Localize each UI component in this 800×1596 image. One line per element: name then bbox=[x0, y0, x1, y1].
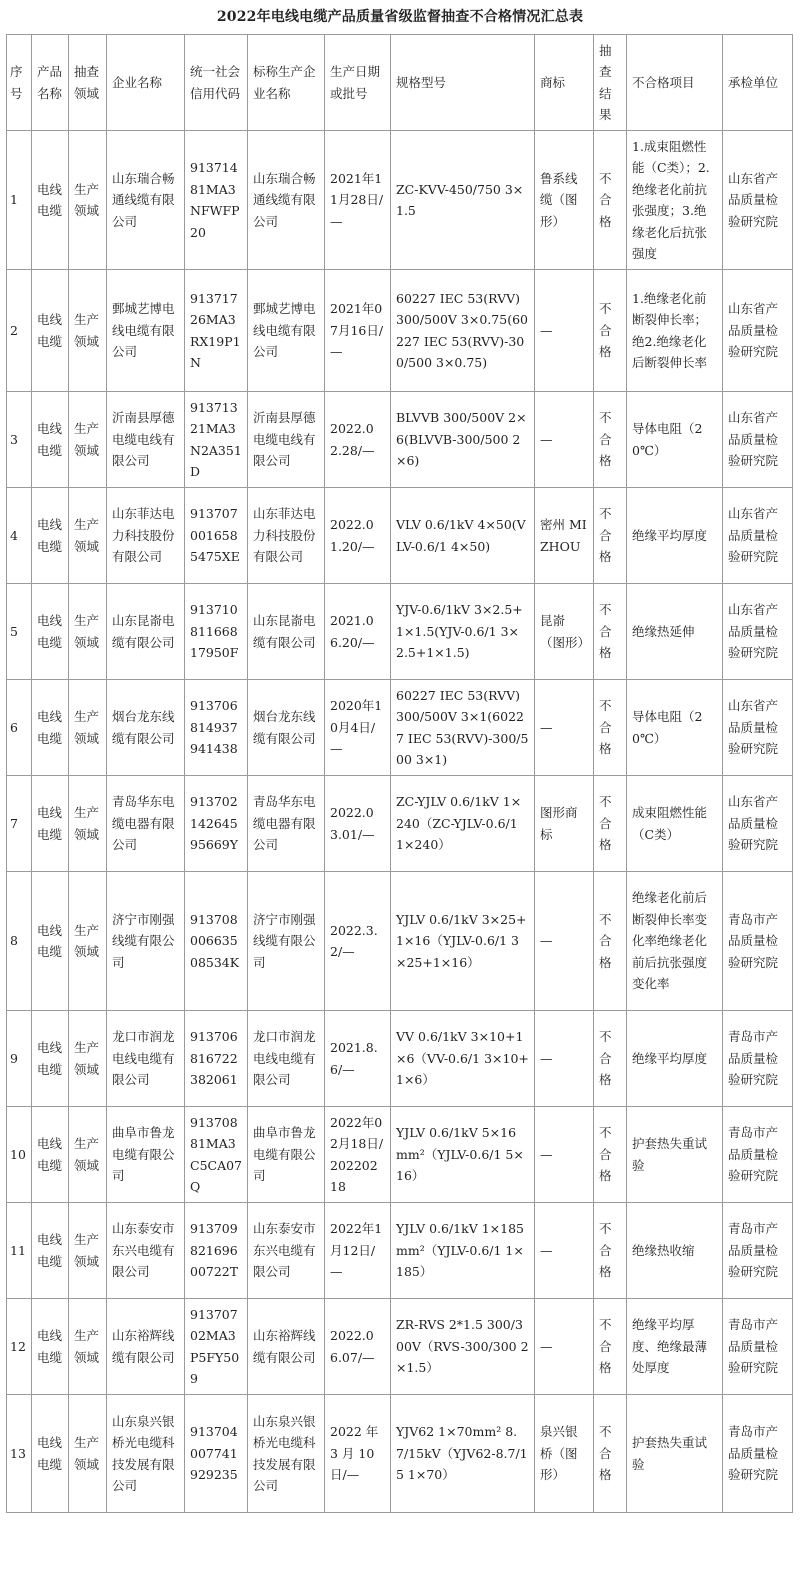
cell-items: 导体电阻（20℃） bbox=[627, 392, 723, 488]
cell-no: 9 bbox=[7, 1011, 32, 1107]
cell-company: 山东泉兴银桥光电缆科技发展有限公司 bbox=[107, 1395, 185, 1513]
cell-company: 山东菲达电力科技股份有限公司 bbox=[107, 488, 185, 584]
cell-brand: 鲁系线缆（图形） bbox=[535, 131, 594, 270]
cell-brand: 图形商标 bbox=[535, 776, 594, 872]
cell-brand: — bbox=[535, 270, 594, 392]
header-product: 产品名称 bbox=[32, 35, 69, 131]
cell-items: 绝缘平均厚度 bbox=[627, 1011, 723, 1107]
nonconformance-table bbox=[6, 34, 793, 1513]
cell-brand: — bbox=[535, 1299, 594, 1395]
cell-no: 13 bbox=[7, 1395, 32, 1513]
cell-no: 5 bbox=[7, 584, 32, 680]
header-items: 不合格项目 bbox=[627, 35, 723, 131]
cell-maker: 鄄城艺博电线电缆有限公司 bbox=[248, 270, 325, 392]
cell-items: 绝缘老化前后断裂伸长率变化率绝缘老化前后抗张强度变化率 bbox=[627, 872, 723, 1011]
cell-field: 生产领域 bbox=[69, 131, 107, 270]
cell-company: 山东泰安市东兴电缆有限公司 bbox=[107, 1203, 185, 1299]
cell-field: 生产领域 bbox=[69, 1107, 107, 1203]
cell-result: 不合格 bbox=[594, 488, 627, 584]
cell-no: 3 bbox=[7, 392, 32, 488]
cell-no: 7 bbox=[7, 776, 32, 872]
cell-brand: 泉兴银桥（图形） bbox=[535, 1395, 594, 1513]
cell-credit: 9137070016585475XE bbox=[185, 488, 248, 584]
cell-brand: — bbox=[535, 392, 594, 488]
cell-brand: — bbox=[535, 680, 594, 776]
cell-spec: ZC-KVV-450/750 3×1.5 bbox=[391, 131, 535, 270]
cell-result: 不合格 bbox=[594, 1395, 627, 1513]
cell-field: 生产领域 bbox=[69, 1011, 107, 1107]
cell-items: 1.绝缘老化前断裂伸长率；绝2.绝缘老化后断裂伸长率 bbox=[627, 270, 723, 392]
cell-product: 电线电缆 bbox=[32, 1395, 69, 1513]
cell-items: 绝缘平均厚度 bbox=[627, 488, 723, 584]
cell-spec: 60227 IEC 53(RVV) 300/500V 3×0.75(60227 IEC 53(RVV)-300/500 3×0.75) bbox=[391, 270, 535, 392]
cell-date: 2022.02.28/— bbox=[325, 392, 391, 488]
table-row bbox=[7, 270, 793, 392]
cell-field: 生产领域 bbox=[69, 872, 107, 1011]
cell-no: 12 bbox=[7, 1299, 32, 1395]
table-row bbox=[7, 131, 793, 270]
cell-no: 8 bbox=[7, 872, 32, 1011]
cell-credit: 91371481MA3NFWFP20 bbox=[185, 131, 248, 270]
cell-maker: 山东泉兴银桥光电缆科技发展有限公司 bbox=[248, 1395, 325, 1513]
cell-product: 电线电缆 bbox=[32, 776, 69, 872]
cell-credit: 91371081166817950F bbox=[185, 584, 248, 680]
table-row bbox=[7, 1107, 793, 1203]
cell-result: 不合格 bbox=[594, 584, 627, 680]
cell-brand: — bbox=[535, 1203, 594, 1299]
cell-date: 2022.3.2/— bbox=[325, 872, 391, 1011]
cell-company: 烟台龙东线缆有限公司 bbox=[107, 680, 185, 776]
cell-credit: 91370214264595669Y bbox=[185, 776, 248, 872]
cell-credit: 913706816722382061 bbox=[185, 1011, 248, 1107]
cell-field: 生产领域 bbox=[69, 584, 107, 680]
cell-no: 4 bbox=[7, 488, 32, 584]
table-row bbox=[7, 680, 793, 776]
cell-unit: 山东省产品质量检验研究院 bbox=[723, 776, 793, 872]
cell-spec: YJV-0.6/1kV 3×2.5+1×1.5(YJV-0.6/1 3×2.5+1×1.5) bbox=[391, 584, 535, 680]
cell-credit: 91370702MA3P5FY509 bbox=[185, 1299, 248, 1395]
cell-product: 电线电缆 bbox=[32, 1107, 69, 1203]
cell-date: 2021年11月28日/— bbox=[325, 131, 391, 270]
cell-unit: 山东省产品质量检验研究院 bbox=[723, 392, 793, 488]
cell-date: 2022.06.07/— bbox=[325, 1299, 391, 1395]
cell-company: 龙口市润龙电线电缆有限公司 bbox=[107, 1011, 185, 1107]
cell-spec: BLVVB 300/500V 2×6(BLVVB-300/500 2×6) bbox=[391, 392, 535, 488]
cell-company: 山东裕辉线缆有限公司 bbox=[107, 1299, 185, 1395]
cell-credit: 91370800663508534K bbox=[185, 872, 248, 1011]
cell-maker: 烟台龙东线缆有限公司 bbox=[248, 680, 325, 776]
cell-brand: 密州 MIZHOU bbox=[535, 488, 594, 584]
cell-result: 不合格 bbox=[594, 872, 627, 1011]
cell-product: 电线电缆 bbox=[32, 488, 69, 584]
cell-maker: 青岛华东电缆电器有限公司 bbox=[248, 776, 325, 872]
cell-company: 青岛华东电缆电器有限公司 bbox=[107, 776, 185, 872]
header-credit: 统一社会信用代码 bbox=[185, 35, 248, 131]
cell-unit: 山东省产品质量检验研究院 bbox=[723, 680, 793, 776]
table-row bbox=[7, 584, 793, 680]
cell-spec: 60227 IEC 53(RVV) 300/500V 3×1(60227 IEC 53(RVV)-300/500 3×1) bbox=[391, 680, 535, 776]
cell-date: 2022 年 3 月 10 日/— bbox=[325, 1395, 391, 1513]
cell-spec: YJLV 0.6/1kV 1×185mm²（YJLV-0.6/1 1×185） bbox=[391, 1203, 535, 1299]
cell-result: 不合格 bbox=[594, 131, 627, 270]
header-unit: 承检单位 bbox=[723, 35, 793, 131]
cell-product: 电线电缆 bbox=[32, 584, 69, 680]
cell-maker: 沂南县厚德电缆电线有限公司 bbox=[248, 392, 325, 488]
table-row bbox=[7, 872, 793, 1011]
cell-date: 2021.06.20/— bbox=[325, 584, 391, 680]
cell-maker: 山东裕辉线缆有限公司 bbox=[248, 1299, 325, 1395]
cell-credit: 91370881MA3C5CA07Q bbox=[185, 1107, 248, 1203]
table-row bbox=[7, 1011, 793, 1107]
cell-unit: 青岛市产品质量检验研究院 bbox=[723, 1395, 793, 1513]
cell-maker: 山东瑞合畅通线缆有限公司 bbox=[248, 131, 325, 270]
cell-field: 生产领域 bbox=[69, 1299, 107, 1395]
table-row bbox=[7, 1299, 793, 1395]
cell-company: 鄄城艺博电线电缆有限公司 bbox=[107, 270, 185, 392]
cell-unit: 山东省产品质量检验研究院 bbox=[723, 488, 793, 584]
cell-items: 绝缘热延伸 bbox=[627, 584, 723, 680]
document-title: 2022年电线电缆产品质量省级监督抽查不合格情况汇总表 bbox=[216, 9, 584, 25]
cell-product: 电线电缆 bbox=[32, 270, 69, 392]
cell-no: 6 bbox=[7, 680, 32, 776]
cell-product: 电线电缆 bbox=[32, 392, 69, 488]
table-row bbox=[7, 776, 793, 872]
cell-spec: YJLV 0.6/1kV 5×16 mm²（YJLV-0.6/1 5×16） bbox=[391, 1107, 535, 1203]
cell-date: 2022.01.20/— bbox=[325, 488, 391, 584]
cell-credit: 913704007741929235 bbox=[185, 1395, 248, 1513]
cell-maker: 山东泰安市东兴电缆有限公司 bbox=[248, 1203, 325, 1299]
cell-unit: 青岛市产品质量检验研究院 bbox=[723, 872, 793, 1011]
cell-company: 山东昆嵛电缆有限公司 bbox=[107, 584, 185, 680]
cell-items: 成束阻燃性能（C类） bbox=[627, 776, 723, 872]
cell-maker: 山东菲达电力科技股份有限公司 bbox=[248, 488, 325, 584]
cell-maker: 龙口市润龙电线电缆有限公司 bbox=[248, 1011, 325, 1107]
cell-company: 曲阜市鲁龙电缆有限公司 bbox=[107, 1107, 185, 1203]
cell-date: 2021.8.6/— bbox=[325, 1011, 391, 1107]
cell-product: 电线电缆 bbox=[32, 1203, 69, 1299]
cell-unit: 山东省产品质量检验研究院 bbox=[723, 270, 793, 392]
cell-result: 不合格 bbox=[594, 270, 627, 392]
cell-company: 济宁市刚强线缆有限公司 bbox=[107, 872, 185, 1011]
cell-items: 绝缘热收缩 bbox=[627, 1203, 723, 1299]
cell-product: 电线电缆 bbox=[32, 131, 69, 270]
cell-spec: VLV 0.6/1kV 4×50(VLV-0.6/1 4×50) bbox=[391, 488, 535, 584]
header-maker: 标称生产企业名称 bbox=[248, 35, 325, 131]
cell-brand: — bbox=[535, 1011, 594, 1107]
table-row bbox=[7, 1203, 793, 1299]
cell-field: 生产领域 bbox=[69, 680, 107, 776]
header-brand: 商标 bbox=[535, 35, 594, 131]
cell-field: 生产领域 bbox=[69, 1395, 107, 1513]
cell-date: 2022年1月12日/— bbox=[325, 1203, 391, 1299]
cell-field: 生产领域 bbox=[69, 270, 107, 392]
table-header-row bbox=[7, 35, 793, 131]
cell-product: 电线电缆 bbox=[32, 872, 69, 1011]
header-field: 抽查领域 bbox=[69, 35, 107, 131]
cell-result: 不合格 bbox=[594, 1299, 627, 1395]
cell-result: 不合格 bbox=[594, 1203, 627, 1299]
cell-credit: 91371726MA3RX19P1N bbox=[185, 270, 248, 392]
header-date: 生产日期或批号 bbox=[325, 35, 391, 131]
cell-brand: — bbox=[535, 1107, 594, 1203]
cell-product: 电线电缆 bbox=[32, 1299, 69, 1395]
cell-no: 11 bbox=[7, 1203, 32, 1299]
cell-result: 不合格 bbox=[594, 680, 627, 776]
cell-items: 导体电阻（20℃） bbox=[627, 680, 723, 776]
cell-credit: 913706814937941438 bbox=[185, 680, 248, 776]
cell-product: 电线电缆 bbox=[32, 1011, 69, 1107]
cell-date: 2022.03.01/— bbox=[325, 776, 391, 872]
cell-result: 不合格 bbox=[594, 1107, 627, 1203]
cell-spec: YJLV 0.6/1kV 3×25+1×16（YJLV-0.6/1 3×25+1×16） bbox=[391, 872, 535, 1011]
cell-result: 不合格 bbox=[594, 776, 627, 872]
cell-credit: 91370982169600722T bbox=[185, 1203, 248, 1299]
cell-brand: 昆嵛（图形） bbox=[535, 584, 594, 680]
cell-no: 10 bbox=[7, 1107, 32, 1203]
cell-items: 绝缘平均厚度、绝缘最薄处厚度 bbox=[627, 1299, 723, 1395]
table-row bbox=[7, 1395, 793, 1513]
cell-brand: — bbox=[535, 872, 594, 1011]
cell-unit: 青岛市产品质量检验研究院 bbox=[723, 1107, 793, 1203]
cell-date: 2020年10月4日/— bbox=[325, 680, 391, 776]
cell-maker: 山东昆嵛电缆有限公司 bbox=[248, 584, 325, 680]
header-result: 抽查结果 bbox=[594, 35, 627, 131]
cell-unit: 山东省产品质量检验研究院 bbox=[723, 131, 793, 270]
cell-no: 1 bbox=[7, 131, 32, 270]
cell-items: 护套热失重试验 bbox=[627, 1395, 723, 1513]
header-spec: 规格型号 bbox=[391, 35, 535, 131]
cell-spec: ZC-YJLV 0.6/1kV 1×240（ZC-YJLV-0.6/1 1×240） bbox=[391, 776, 535, 872]
cell-unit: 青岛市产品质量检验研究院 bbox=[723, 1203, 793, 1299]
cell-field: 生产领域 bbox=[69, 392, 107, 488]
header-company: 企业名称 bbox=[107, 35, 185, 131]
cell-items: 护套热失重试验 bbox=[627, 1107, 723, 1203]
cell-unit: 山东省产品质量检验研究院 bbox=[723, 584, 793, 680]
cell-field: 生产领域 bbox=[69, 776, 107, 872]
cell-no: 2 bbox=[7, 270, 32, 392]
cell-date: 2022年02月18日/20220218 bbox=[325, 1107, 391, 1203]
cell-unit: 青岛市产品质量检验研究院 bbox=[723, 1011, 793, 1107]
cell-unit: 青岛市产品质量检验研究院 bbox=[723, 1299, 793, 1395]
cell-spec: YJV62 1×70mm² 8.7/15kV（YJV62-8.7/15 1×70） bbox=[391, 1395, 535, 1513]
cell-items: 1.成束阻燃性能（C类）；2.绝缘老化前抗张强度；3.绝缘老化后抗张强度 bbox=[627, 131, 723, 270]
cell-date: 2021年07月16日/— bbox=[325, 270, 391, 392]
cell-field: 生产领域 bbox=[69, 1203, 107, 1299]
cell-credit: 91371321MA3N2A351D bbox=[185, 392, 248, 488]
cell-maker: 曲阜市鲁龙电缆有限公司 bbox=[248, 1107, 325, 1203]
cell-company: 山东瑞合畅通线缆有限公司 bbox=[107, 131, 185, 270]
header-no: 序号 bbox=[7, 35, 32, 131]
cell-maker: 济宁市刚强线缆有限公司 bbox=[248, 872, 325, 1011]
table-row bbox=[7, 392, 793, 488]
cell-field: 生产领域 bbox=[69, 488, 107, 584]
table-row bbox=[7, 488, 793, 584]
cell-spec: VV 0.6/1kV 3×10+1×6（VV-0.6/1 3×10+1×6） bbox=[391, 1011, 535, 1107]
cell-result: 不合格 bbox=[594, 1011, 627, 1107]
cell-company: 沂南县厚德电缆电线有限公司 bbox=[107, 392, 185, 488]
cell-spec: ZR-RVS 2*1.5 300/300V（RVS-300/300 2×1.5） bbox=[391, 1299, 535, 1395]
cell-result: 不合格 bbox=[594, 392, 627, 488]
cell-product: 电线电缆 bbox=[32, 680, 69, 776]
